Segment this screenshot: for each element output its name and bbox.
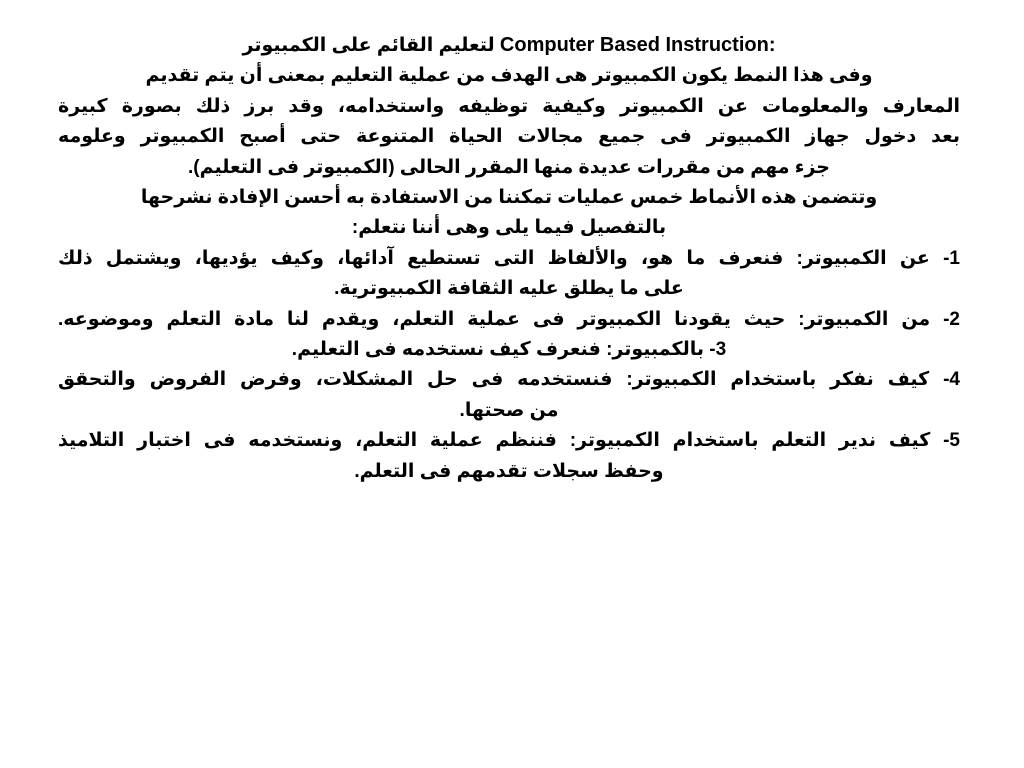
paragraph-line: بعد دخول جهاز الكمبيوتر فى جميع مجالات الحياة المتنوعة حتى أصبح الكمبيوتر وعلومه: [58, 126, 960, 148]
list-item-5: 5- كيف ندير التعلم باستخدام الكمبيوتر: فننظم عملية التعلم، ونستخدمه فى اختبار التلاميذ: [58, 430, 960, 452]
list-item-3: 3- بالكمبيوتر: فنعرف كيف نستخدمه فى التعليم.: [291, 339, 727, 361]
list-item-2: 2- من الكمبيوتر: حيث يقودنا الكمبيوتر فى عملية التعلم، ويقدم لنا مادة التعلم وموضوعه.: [58, 308, 960, 330]
paragraph-line: جزء مهم من مقررات عديدة منها المقرر الحالى (الكمبيوتر فى التعليم).: [188, 156, 830, 178]
paragraph-line: وفى هذا النمط يكون الكمبيوتر هى الهدف من عملية التعليم بمعنى أن يتم تقديم: [145, 65, 873, 87]
paragraph-line: بالتفصيل فيما يلى وهى أننا نتعلم:: [351, 217, 667, 239]
slide-text-body: [58, 30, 960, 487]
paragraph-line: وتتضمن هذه الأنماط خمس عمليات تمكننا من الاستفادة به أحسن الإفادة نشرحها: [140, 187, 878, 209]
list-item-4: 4- كيف نفكر باستخدام الكمبيوتر: فنستخدمه فى حل المشكلات، وفرض الفروض والتحقق: [58, 369, 960, 391]
list-item-1-continuation: على ما يطلق عليه الثقافة الكمبيوترية.: [334, 278, 684, 300]
paragraph-line: المعارف والمعلومات عن الكمبيوتر وكيفية توظيفه واستخدامه، وقد برز ذلك بصورة كبيرة: [58, 95, 960, 117]
list-item-4-continuation: من صحتها.: [459, 399, 559, 421]
list-item-1: 1- عن الكمبيوتر: فنعرف ما هو، والألفاظ التى تستطيع آدائها، وكيف يؤديها، ويشتمل ذلك: [58, 247, 960, 269]
list-item-5-continuation: وحفظ سجلات تقدمهم فى التعلم.: [354, 460, 664, 482]
slide-title: [58, 30, 960, 61]
title-arabic: لتعليم القائم على الكمبيوتر: [242, 35, 495, 56]
title-english: Computer Based Instruction:: [499, 34, 776, 56]
